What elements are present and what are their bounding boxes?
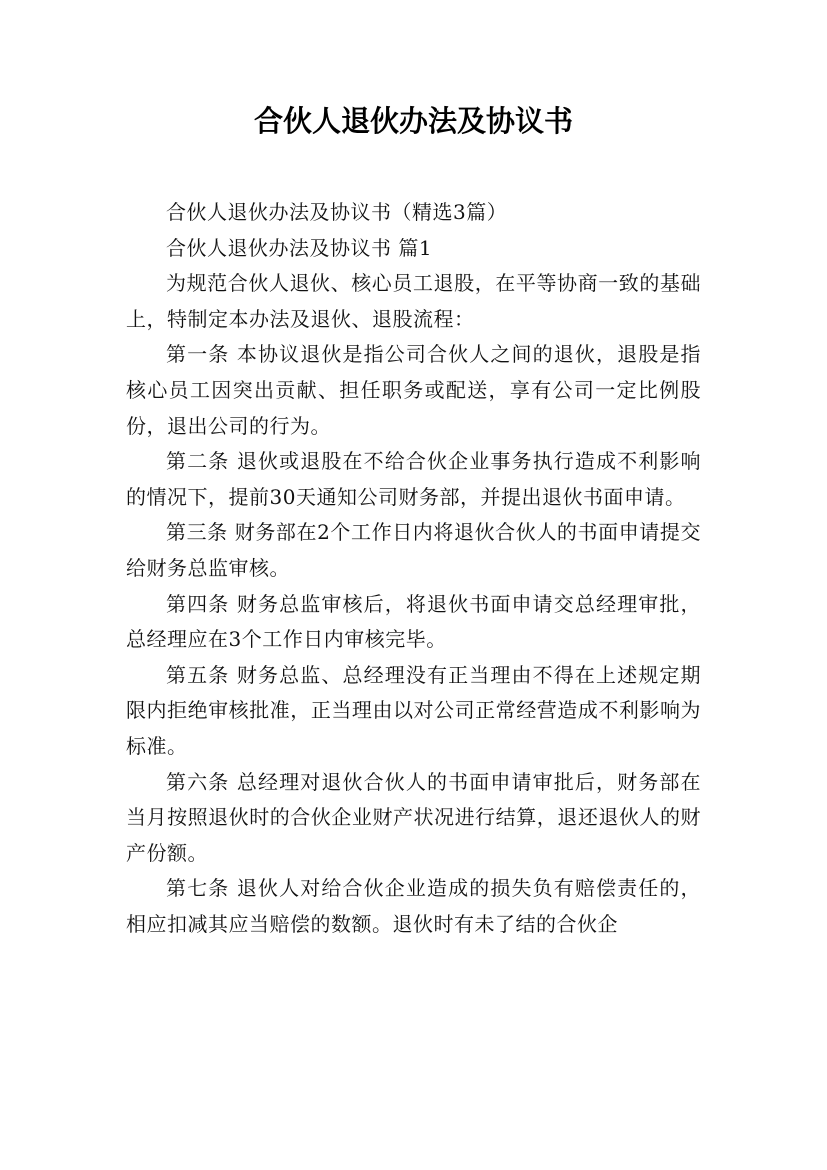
document-title: 合伙人退伙办法及协议书 <box>253 104 573 138</box>
paragraph-section-heading: 合伙人退伙办法及协议书 篇1 <box>166 235 433 260</box>
paragraph-article-4: 第四条 财务总监审核后，将退伙书面申请交总经理审批，总经理应在3个工作日内审核完毕。 <box>126 591 701 652</box>
paragraph-article-3: 第三条 财务部在2个工作日内将退伙合伙人的书面申请提交给财务总监审核。 <box>126 520 701 580</box>
document-body <box>126 195 701 942</box>
paragraph-article-7: 第七条 退伙人对给合伙企业造成的损失负有赔偿责任的，相应扣减其应当赔偿的数额。退伙时有未了结的合伙企 <box>126 876 701 936</box>
paragraph-article-5: 第五条 财务总监、总经理没有正当理由不得在上述规定期限内拒绝审核批准，正当理由以对公司正常经营造成不利影响为标准。 <box>126 662 701 758</box>
paragraph-article-1: 第一条 本协议退伙是指公司合伙人之间的退伙，退股是指核心员工因突出贡献、担任职务或配送，享有公司一定比例股份，退出公司的行为。 <box>126 342 701 438</box>
paragraph-article-6: 第六条 总经理对退伙合伙人的书面申请审批后，财务部在当月按照退伙时的合伙企业财产状况进行结算，退还退伙人的财产份额。 <box>126 769 701 865</box>
paragraph-article-2: 第二条 退伙或退股在不给合伙企业事务执行造成不利影响的情况下，提前30天通知公司财务部，并提出退伙书面申请。 <box>126 449 701 509</box>
paragraph-intro: 为规范合伙人退伙、核心员工退股，在平等协商一致的基础上，特制定本办法及退伙、退股流程： <box>126 271 701 331</box>
paragraph-subtitle: 合伙人退伙办法及协议书（精选3篇） <box>166 200 508 224</box>
